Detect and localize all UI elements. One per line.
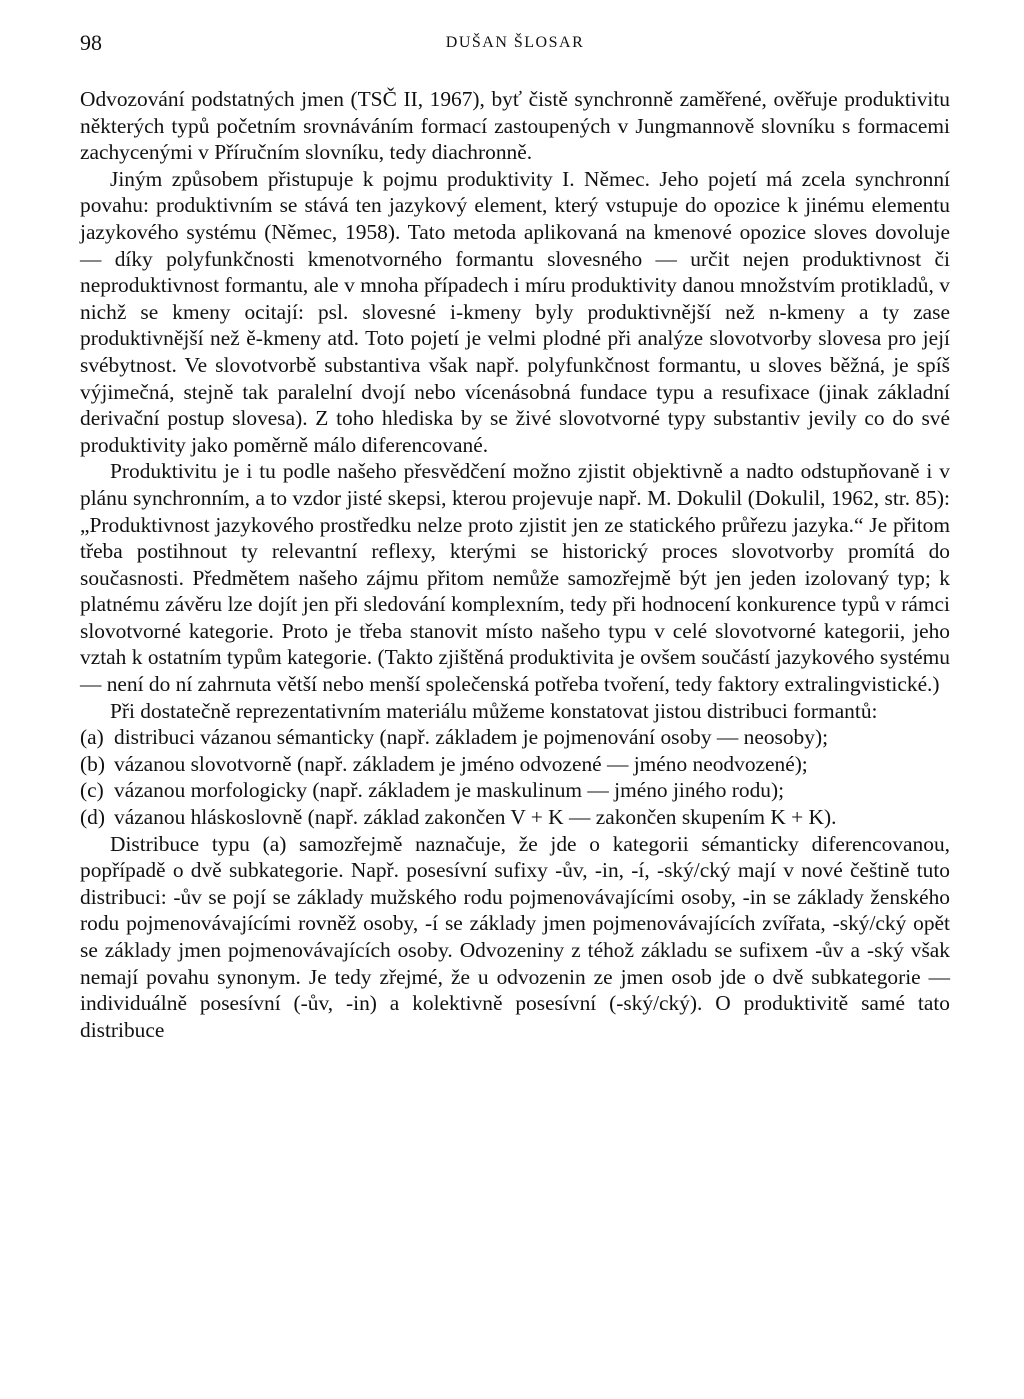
paragraph-4: Při dostatečně reprezentativním materiálu můžeme konstatovat jistou distribuci formantů:	[110, 698, 878, 723]
list-item-text: distribuci vázanou sémanticky (např. základem je pojmenování osoby — neosoby);	[114, 725, 829, 750]
list-marker: (a)	[80, 725, 104, 750]
paragraph-5: Distribuce typu (a) samozřejmě naznačuje, že jde o kategorii sémanticky diferencovanou, popřípadě o dvě subkategorie. Např. posesívní sufixy -ův, -in, -í, -ský/cký mají v nové češtině tuto distribuci: -ův se pojí se základy mužského rodu pojmenovávajícími osoby, -in se základy ženského rodu pojmenovávajícími rovněž osoby, -í se základy jmen pojmenovávajících zvířata, -ský/cký opět se základy jmen pojmenovávajících osoby. Odvozeniny z téhož základu se sufixem -ův a -ský však nemají povahu synonym. Je tedy zřejmé, že u odvozenin ze jmen osob jde o dvě subkategorie — individuálně posesívní (-ův, -in) a kolektivně posesívní (-ský/cký). O produktivitě samé tato distribuce	[80, 831, 950, 1042]
list-item-text: vázanou hláskoslovně (např. základ zakončen V + K — zakončen skupením K + K).	[114, 805, 837, 830]
list-marker: (b)	[80, 751, 105, 776]
paragraph-2: Jiným způsobem přistupuje k pojmu produktivity I. Němec. Jeho pojetí má zcela synchronní povahu: produktivním se stává ten jazykový element, který vstupuje do opozice k jinému elementu jazykového systému (Němec, 1958). Tato metoda aplikovaná na kmenové opozice sloves dovoluje — díky polyfunkčnosti kmenotvorného formantu slovesného — určit nejen produktivnost či neproduktivnost formantu, ale v mnoha případech i míru produktivity danou množstvím protikladů, v nichž se kmeny ocitají: psl. slovesné i-kmeny byly produktivnější než n-kmeny a ty zase produktivnější než ě-kmeny atd. Toto pojetí je velmi plodné při analýze slovotvorby slovesa pro její svébytnost. Ve slovotvorbě substantiva však např. polyfunkčnost formantu, u sloves běžná, je spíš výjimečná, stejně tak paralelní dvojí nebo vícenásobná fundace typu a resufixace (jinak základní derivační postup slovesa). Z toho hlediska by se živé slovotvorné typy substantiv jevily co do své produktivity jako poměrně málo diferencované.	[80, 166, 950, 457]
list-item	[80, 804, 950, 831]
list-item	[80, 777, 950, 804]
list-marker: (d)	[80, 805, 105, 830]
distribution-list	[80, 724, 950, 830]
running-head: DUŠAN ŠLOSAR	[445, 34, 585, 51]
list-item	[80, 724, 950, 751]
body-text	[80, 86, 950, 1043]
page-header	[80, 30, 950, 56]
list-item-text: vázanou morfologicky (např. základem je maskulinum — jméno jiného rodu);	[114, 778, 785, 803]
list-item	[80, 751, 950, 778]
page-number: 98	[80, 30, 102, 55]
paragraph-3: Produktivitu je i tu podle našeho přesvědčení možno zjistit objektivně a nadto odstupňovaně i v plánu synchronním, a to vzdor jisté skepsi, kterou projevuje např. M. Dokulil (Dokulil, 1962, str. 85): „Produktivnost jazykového prostředku nelze proto zjistit jen ze statického průřezu jazyka.“ Je přitom třeba postihnout ty relevantní reflexy, kterými se historický proces slovotvorby promítá do současnosti. Předmětem našeho zájmu přitom nemůže samozřejmě být jen jeden izolovaný typ; k platnému závěru lze dojít jen při sledování komplexním, tedy při hodnocení konkurence typů v rámci slovotvorné kategorie. Proto je třeba stanovit místo našeho typu v celé slovotvorné kategorii, jeho vztah k ostatním typům kategorie. (Takto zjištěná produktivita je ovšem součástí jazykového systému — není do ní zahrnuta větší nebo menší společenská potřeba tvoření, tedy faktory extralingvistické.)	[80, 459, 950, 697]
paragraph-1: Odvozování podstatných jmen (TSČ II, 1967), byť čistě synchronně zaměřené, ověřuje produktivitu některých typů početním srovnáváním formací zastoupených v Jungmannově slovníku s formacemi zachycenými v Příručním slovníku, tedy diachronně.	[80, 87, 950, 165]
list-item-text: vázanou slovotvorně (např. základem je jméno odvozené — jméno neodvozené);	[114, 751, 808, 776]
list-marker: (c)	[80, 778, 104, 803]
